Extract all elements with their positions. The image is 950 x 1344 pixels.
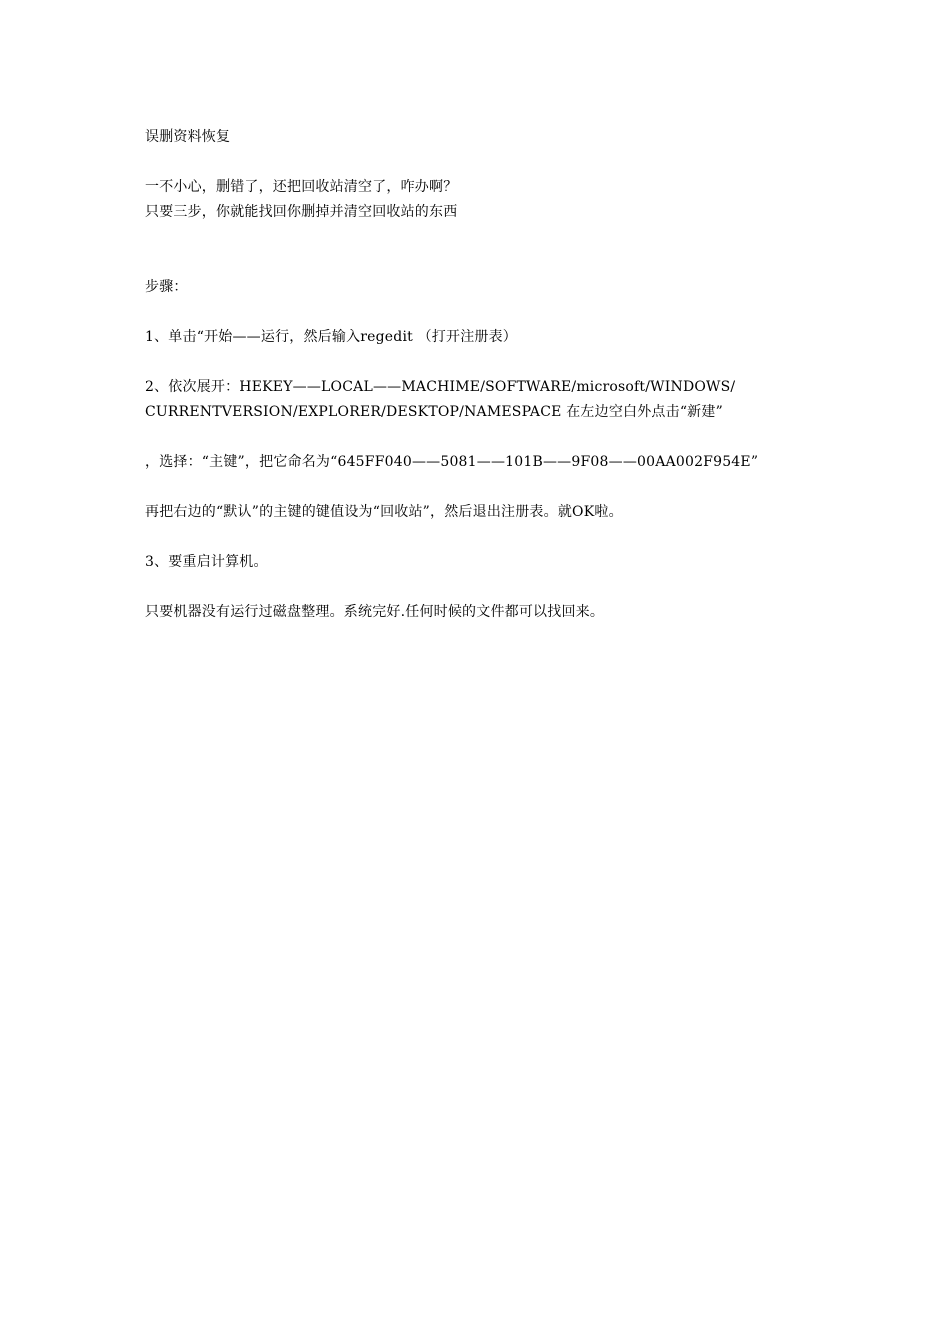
- step-2-line-3: ，选择：“主键”，把它命名为“645FF040——5081——101B——9F08——00AA002F954E”: [145, 454, 759, 470]
- steps-heading: 步骤：: [145, 279, 188, 295]
- closing-note: 只要机器没有运行过磁盘整理。系统完好.任何时候的文件都可以找回来。: [145, 604, 605, 620]
- intro-line-1: 一不小心，删错了，还把回收站清空了，咋办啊？: [145, 179, 458, 195]
- document-title: 误删资料恢复: [145, 129, 231, 145]
- step-2-line-1: 2、依次展开：HEKEY——LOCAL——MACHIME/SOFTWARE/microsoft/WINDOWS/: [145, 379, 736, 395]
- intro-line-2: 只要三步，你就能找回你删掉并清空回收站的东西: [145, 204, 458, 220]
- step-2-line-4: 再把右边的“默认”的主键的键值设为“回收站”，然后退出注册表。就OK啦。: [145, 504, 623, 520]
- step-1: 1、单击“开始——运行，然后输入regedit （打开注册表）: [145, 329, 518, 345]
- step-2-line-2: CURRENTVERSION/EXPLORER/DESKTOP/NAMESPACE 在左边空白外点击“新建”: [145, 404, 723, 420]
- step-3: 3、要重启计算机。: [145, 554, 268, 570]
